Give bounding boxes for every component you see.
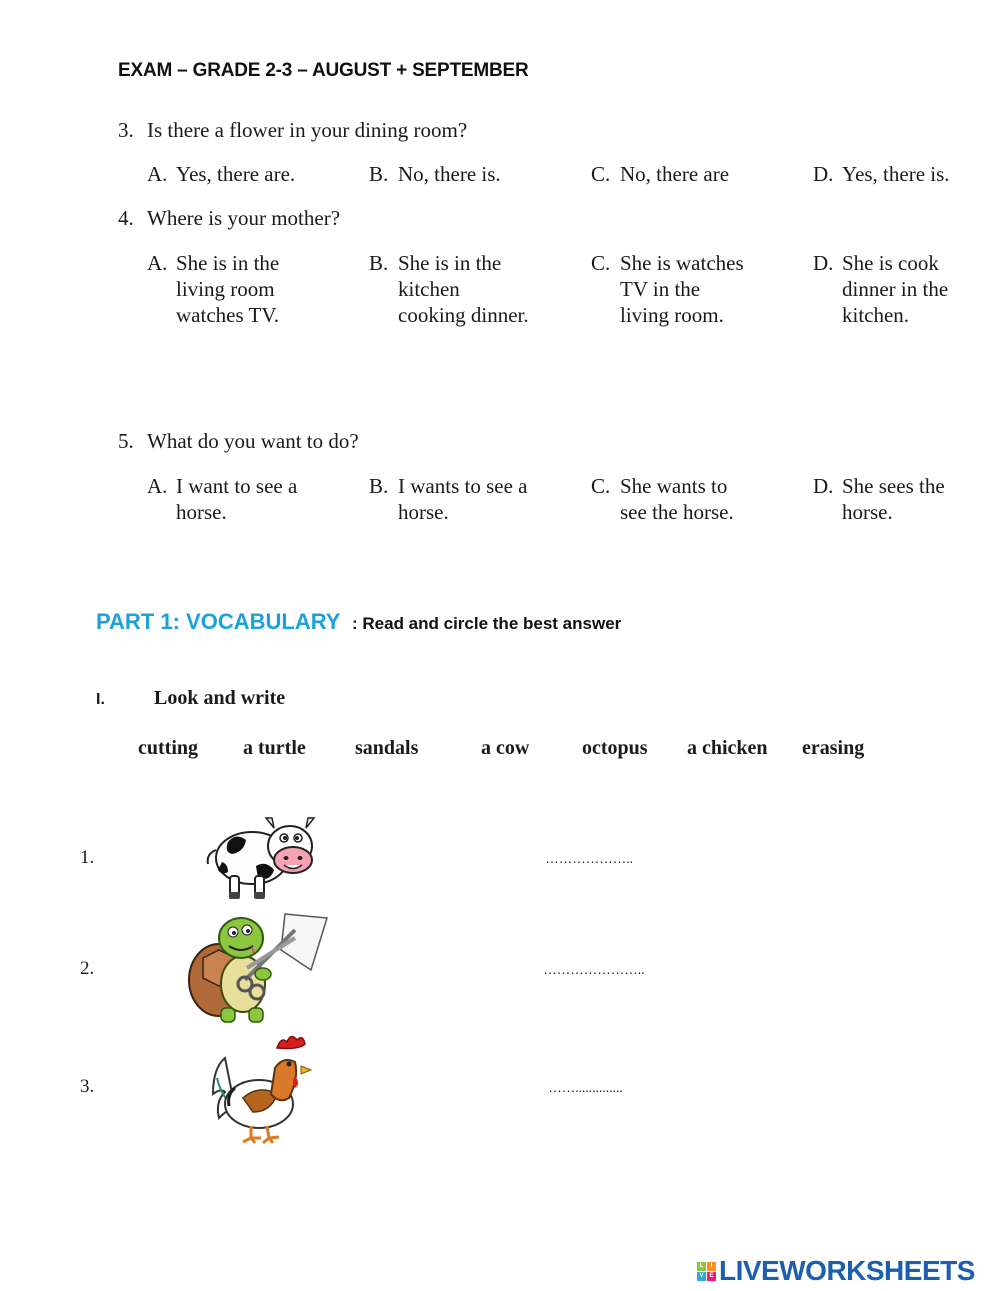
word-bank-item: cutting (138, 737, 198, 759)
option-line: kitchen. (842, 303, 910, 327)
option-line: She sees the (842, 474, 945, 498)
question-5 (118, 429, 359, 454)
option-line: living room. (620, 303, 724, 327)
option-letter: D. (813, 251, 834, 275)
liveworksheets-logo (697, 1255, 975, 1287)
q3-option-d[interactable] (813, 161, 950, 187)
option-line: kitchen (398, 277, 460, 301)
q3-option-c[interactable] (591, 161, 729, 187)
q5-option-d[interactable] (813, 473, 945, 525)
option-line: dinner in the (842, 277, 949, 301)
q3-option-b[interactable] (369, 161, 501, 187)
item-number: 3. (80, 1076, 95, 1097)
logo-block: E (707, 1272, 716, 1281)
section-title: Look and write (154, 687, 286, 709)
rooster-icon (205, 1028, 315, 1146)
question-text: Is there a flower in your dining room? (147, 118, 468, 142)
word-bank-item: a cow (481, 737, 530, 759)
q5-option-b[interactable] (369, 473, 527, 525)
option-line: I want to see a (176, 474, 298, 498)
option-letter: D. (813, 474, 834, 498)
logo-block: I (707, 1262, 716, 1271)
cow-icon (200, 810, 325, 905)
word-bank-item: a chicken (687, 737, 768, 759)
option-text: No, there are (620, 162, 730, 186)
q3-option-a[interactable] (147, 161, 295, 187)
option-line: horse. (176, 500, 227, 524)
word-bank-item: erasing (802, 737, 865, 759)
option-text: No, there is. (398, 162, 501, 186)
option-letter: A. (147, 251, 168, 275)
option-line: I wants to see a (398, 474, 528, 498)
question-text: What do you want to do? (147, 429, 359, 453)
option-letter: B. (369, 162, 389, 186)
option-letter: B. (369, 251, 389, 275)
option-line: horse. (842, 500, 893, 524)
answer-blank[interactable]: ……………….. (545, 850, 633, 866)
q5-option-c[interactable] (591, 473, 734, 525)
section-number: I. (96, 691, 105, 708)
exam-title: EXAM – GRADE 2-3 – AUGUST + SEPTEMBER (118, 60, 529, 81)
option-letter: A. (147, 474, 168, 498)
option-letter: C. (591, 162, 611, 186)
word-bank-item: octopus (582, 737, 648, 759)
part-1-instruction: : Read and circle the best answer (352, 614, 622, 633)
question-number: 5. (118, 429, 134, 453)
option-letter: C. (591, 251, 611, 275)
q4-option-a[interactable] (147, 250, 279, 328)
word-bank-item: sandals (355, 737, 419, 759)
word-bank-item: a turtle (243, 737, 306, 759)
question-number: 3. (118, 118, 134, 142)
option-line: She wants to (620, 474, 728, 498)
option-line: She is cook (842, 251, 939, 275)
logo-blocks (697, 1262, 716, 1281)
option-letter: B. (369, 474, 389, 498)
answer-blank[interactable]: ………………….. (543, 961, 645, 977)
option-line: watches TV. (176, 303, 280, 327)
option-line: TV in the (620, 277, 701, 301)
turtle-cutting-paper-icon (185, 910, 335, 1028)
question-3 (118, 118, 467, 143)
question-4 (118, 206, 340, 231)
part-1-title: PART 1: VOCABULARY (96, 609, 341, 634)
logo-text: LIVEWORKSHEETS (719, 1255, 975, 1286)
item-number: 1. (80, 847, 95, 868)
answer-blank[interactable]: …….............. (548, 1079, 623, 1095)
option-line: She is watches (620, 251, 744, 275)
option-line: cooking dinner. (398, 303, 529, 327)
q4-option-c[interactable] (591, 250, 744, 328)
option-line: living room (176, 277, 275, 301)
option-line: She is in the (176, 251, 280, 275)
q4-option-b[interactable] (369, 250, 529, 328)
option-letter: D. (813, 162, 834, 186)
logo-block: V (697, 1272, 706, 1281)
item-number: 2. (80, 958, 95, 979)
option-letter: C. (591, 474, 611, 498)
question-number: 4. (118, 206, 134, 230)
question-text: Where is your mother? (147, 206, 341, 230)
option-line: She is in the (398, 251, 502, 275)
option-text: Yes, there are. (176, 162, 296, 186)
q4-option-d[interactable] (813, 250, 948, 328)
option-line: horse. (398, 500, 449, 524)
q5-option-a[interactable] (147, 473, 297, 525)
option-text: Yes, there is. (842, 162, 950, 186)
logo-block: L (697, 1262, 706, 1271)
option-line: see the horse. (620, 500, 734, 524)
option-letter: A. (147, 162, 168, 186)
